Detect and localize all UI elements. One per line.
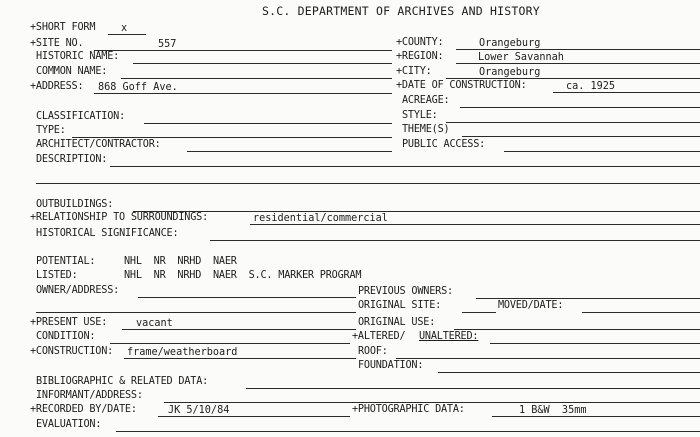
present-use-label: +PRESENT USE:	[30, 317, 108, 328]
construction-value: frame/weatherboard	[127, 347, 238, 358]
site-no-line	[94, 50, 392, 51]
description-line-2	[36, 183, 700, 184]
acreage-label: ACREAGE:	[402, 95, 450, 106]
moved-date-label: MOVED/DATE:	[498, 300, 564, 311]
county-label: +COUNTY:	[396, 37, 444, 48]
site-no-value: 557	[158, 39, 177, 50]
address-label: +ADDRESS:	[30, 81, 84, 92]
date-of-construction-value: ca. 1925	[566, 81, 616, 92]
unaltered-label: UNALTERED:	[419, 331, 479, 342]
themes-line	[462, 136, 700, 137]
altered-line	[490, 343, 700, 344]
classification-label: CLASSIFICATION:	[36, 111, 126, 122]
recorded-label: +RECORDED BY/DATE:	[30, 404, 137, 415]
recorded-value: JK 5/10/84	[168, 405, 230, 416]
historical-significance-line	[210, 240, 700, 241]
historic-name-line	[133, 63, 392, 64]
condition-line	[110, 343, 350, 344]
common-name-label: COMMON NAME:	[36, 66, 108, 77]
historic-name-label: HISTORIC NAME:	[36, 51, 120, 62]
original-site-line	[462, 312, 496, 313]
relationship-value: residential/commercial	[253, 213, 388, 224]
architect-line	[187, 151, 392, 152]
foundation-line	[438, 372, 700, 373]
acreage-line	[460, 107, 700, 108]
potential-label: POTENTIAL:	[36, 256, 96, 267]
relationship-label: +RELATIONSHIP TO SURROUNDINGS:	[30, 212, 209, 223]
short-form-value: x	[121, 23, 128, 34]
construction-label: +CONSTRUCTION:	[30, 346, 114, 357]
bibliographic-line	[246, 388, 700, 389]
evaluation-line	[116, 431, 700, 432]
classification-line	[144, 123, 392, 124]
owner-address-label: OWNER/ADDRESS:	[36, 285, 120, 296]
region-label: +REGION:	[396, 51, 444, 62]
themes-label: THEME(S)	[402, 124, 450, 135]
present-use-value: vacant	[136, 318, 173, 329]
bibliographic-label: BIBLIOGRAPHIC & RELATED DATA:	[36, 376, 209, 387]
form-title: S.C. DEPARTMENT OF ARCHIVES AND HISTORY	[262, 4, 540, 18]
informant-line	[164, 402, 700, 403]
owner-address-line-1	[138, 297, 356, 298]
type-line	[72, 137, 392, 138]
previous-owners-line	[476, 298, 700, 299]
style-line	[446, 122, 700, 123]
roof-line	[396, 358, 700, 359]
listed-label: LISTED:	[36, 270, 78, 281]
foundation-label: FOUNDATION:	[358, 360, 424, 371]
original-use-line	[454, 329, 700, 330]
moved-date-line	[582, 312, 700, 313]
description-line-1	[110, 166, 700, 167]
style-label: STYLE:	[402, 110, 438, 121]
address-value: 868 Goff Ave.	[98, 82, 178, 93]
short-form-label: +SHORT FORM	[30, 22, 96, 33]
outbuildings-line	[133, 211, 700, 212]
potential-options: NHL NR NRHD NAER	[124, 256, 237, 267]
architect-label: ARCHITECT/CONTRACTOR:	[36, 139, 161, 150]
original-use-label: ORIGINAL USE:	[358, 317, 436, 328]
site-no-label: +SITE NO.	[30, 38, 84, 49]
public-access-line	[504, 151, 700, 152]
public-access-label: PUBLIC ACCESS:	[402, 139, 486, 150]
altered-label: +ALTERED/	[352, 331, 406, 342]
historical-significance-label: HISTORICAL SIGNIFICANCE:	[36, 228, 179, 239]
original-site-label: ORIGINAL SITE:	[358, 300, 442, 311]
city-value: Orangeburg	[479, 67, 541, 78]
date-of-construction-label: +DATE OF CONSTRUCTION:	[396, 80, 527, 91]
condition-label: CONDITION:	[36, 331, 96, 342]
county-value: Orangeburg	[479, 38, 541, 49]
roof-label: ROOF:	[358, 346, 388, 357]
previous-owners-label: PREVIOUS OWNERS:	[358, 286, 453, 297]
photographic-data-value: 1 B&W 35mm	[519, 405, 587, 416]
type-label: TYPE:	[36, 125, 66, 136]
description-label: DESCRIPTION:	[36, 154, 108, 165]
common-name-line	[121, 78, 392, 79]
listed-options: NHL NR NRHD NAER S.C. MARKER PROGRAM	[124, 270, 362, 281]
photographic-data-label: +PHOTOGRAPHIC DATA:	[352, 404, 465, 415]
outbuildings-label: OUTBUILDINGS:	[36, 199, 114, 210]
city-label: +CITY:	[396, 66, 432, 77]
informant-label: INFORMANT/ADDRESS:	[36, 390, 143, 401]
region-value: Lower Savannah	[478, 52, 564, 63]
evaluation-label: EVALUATION:	[36, 419, 102, 430]
owner-address-line-2	[36, 312, 356, 313]
